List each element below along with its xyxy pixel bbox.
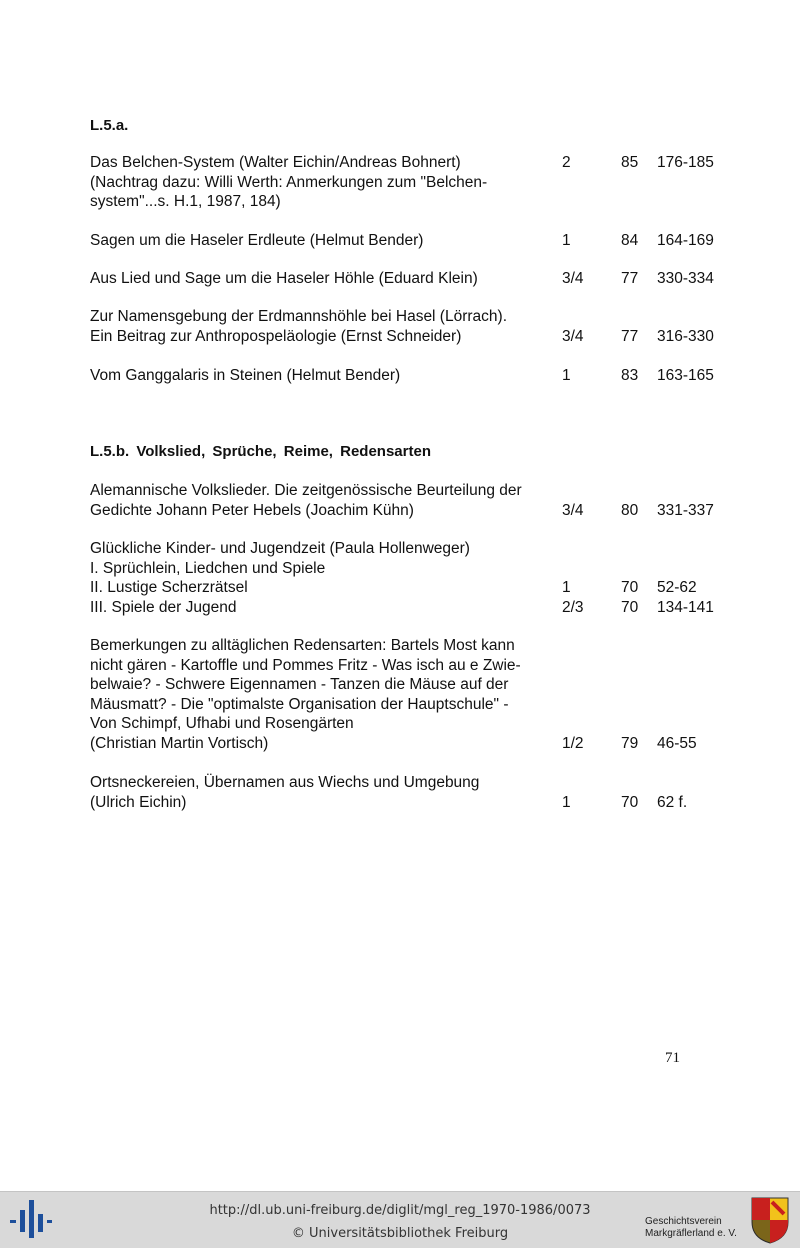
page-range: 164-169 — [657, 232, 714, 249]
entry-text: (Christian Martin Vortisch) — [90, 734, 269, 752]
entry-text: nicht gären - Kartoffle und Pommes Fritz - Was isch au e Zwie- — [90, 656, 521, 674]
heft-number: 2 — [562, 154, 571, 171]
list-item — [90, 231, 730, 251]
heft-number: 1 — [562, 793, 571, 811]
society-name — [645, 1216, 737, 1240]
list-item — [90, 269, 730, 289]
document-url-link[interactable]: http://dl.ub.uni-freiburg.de/diglit/mgl_reg_1970-1986/0073 — [209, 1203, 591, 1218]
page-range: 62 f. — [657, 793, 688, 811]
entry-title: Bemerkungen zu alltäglichen Redensarten: Bartels Most kann — [90, 637, 515, 654]
entry-title: Zur Namensgebung der Erdmannshöhle bei Hasel (Lörrach). — [90, 308, 507, 325]
society-name-line1: Geschichtsverein — [645, 1216, 722, 1227]
page-range: 52-62 — [657, 579, 697, 596]
entry-text: II. Lustige Scherzrätsel — [90, 579, 248, 596]
society-name-line2: Markgräflerland e. V. — [645, 1228, 737, 1239]
entry-text: (Ulrich Eichin) — [90, 793, 187, 811]
page-number: 71 — [665, 1050, 680, 1066]
jahrgang-number: 80 — [621, 501, 639, 519]
page-range: 134-141 — [657, 598, 714, 616]
jahrgang-number: 83 — [621, 367, 639, 384]
entry-title: Aus Lied und Sage um die Haseler Höhle (Eduard Klein) — [90, 270, 478, 287]
heft-number: 3/4 — [562, 327, 584, 345]
section-heading-l5a: L.5.a. — [90, 117, 129, 134]
entry-title: Ortsneckereien, Übernamen aus Wiechs und Umgebung — [90, 774, 480, 791]
entry-title: Vom Ganggalaris in Steinen (Helmut Bender) — [90, 367, 401, 384]
heft-number: 1/2 — [562, 734, 584, 752]
entry-text: Mäusmatt? - Die "optimalste Organisation der Hauptschule" - — [90, 695, 509, 713]
heft-number: 3/4 — [562, 501, 584, 519]
jahrgang-number: 79 — [621, 734, 639, 752]
page-range: 331-337 — [657, 501, 714, 519]
jahrgang-number: 70 — [621, 793, 639, 811]
entry-title: Alemannische Volkslieder. Die zeitgenössische Beurteilung der — [90, 482, 522, 499]
page-range: 176-185 — [657, 154, 714, 171]
jahrgang-number: 84 — [621, 232, 639, 249]
list-item — [90, 773, 730, 812]
entry-title: Sagen um die Haseler Erdleute (Helmut Bender) — [90, 232, 424, 249]
list-item — [90, 539, 730, 617]
list-item — [90, 366, 730, 386]
list-item — [90, 153, 730, 212]
heft-number: 3/4 — [562, 270, 584, 287]
page-range: 316-330 — [657, 327, 714, 345]
page-range: 46-55 — [657, 734, 697, 752]
heft-number: 1 — [562, 579, 571, 596]
jahrgang-number: 77 — [621, 270, 639, 287]
list-item — [90, 307, 730, 346]
entry-text: Ein Beitrag zur Anthropospeläologie (Ernst Schneider) — [90, 327, 462, 345]
entry-text: Von Schimpf, Ufhabi und Rosengärten — [90, 715, 354, 732]
entry-text: III. Spiele der Jugend — [90, 598, 237, 616]
coat-of-arms-icon — [750, 1196, 790, 1244]
heft-number: 1 — [562, 232, 571, 249]
page-range: 330-334 — [657, 270, 714, 287]
footer-bar — [0, 1191, 800, 1248]
entry-text: system"...s. H.1, 1987, 184) — [90, 193, 281, 210]
heft-number: 2/3 — [562, 598, 584, 616]
page-range: 163-165 — [657, 367, 714, 384]
jahrgang-number: 70 — [621, 579, 639, 596]
entry-text: (Nachtrag dazu: Willi Werth: Anmerkungen zum "Belchen- — [90, 173, 488, 191]
entry-text: Gedichte Johann Peter Hebels (Joachim Kühn) — [90, 501, 414, 519]
heft-number: 1 — [562, 367, 571, 384]
entry-title: Das Belchen-System (Walter Eichin/Andreas Bohnert) — [90, 154, 461, 171]
entry-title: Glückliche Kinder- und Jugendzeit (Paula Hollenweger) — [90, 540, 470, 557]
entry-text: I. Sprüchlein, Liedchen und Spiele — [90, 559, 326, 577]
list-item — [90, 636, 730, 753]
jahrgang-number: 77 — [621, 327, 639, 345]
jahrgang-number: 85 — [621, 154, 639, 171]
entry-text: belwaie? - Schwere Eigennamen - Tanzen die Mäuse auf der — [90, 676, 509, 693]
list-item — [90, 481, 730, 520]
library-credit: © Universitätsbibliothek Freiburg — [291, 1226, 509, 1241]
section-heading-l5b: L.5.b. Volkslied, Sprüche, Reime, Redensarten — [90, 443, 431, 460]
jahrgang-number: 70 — [621, 598, 639, 616]
